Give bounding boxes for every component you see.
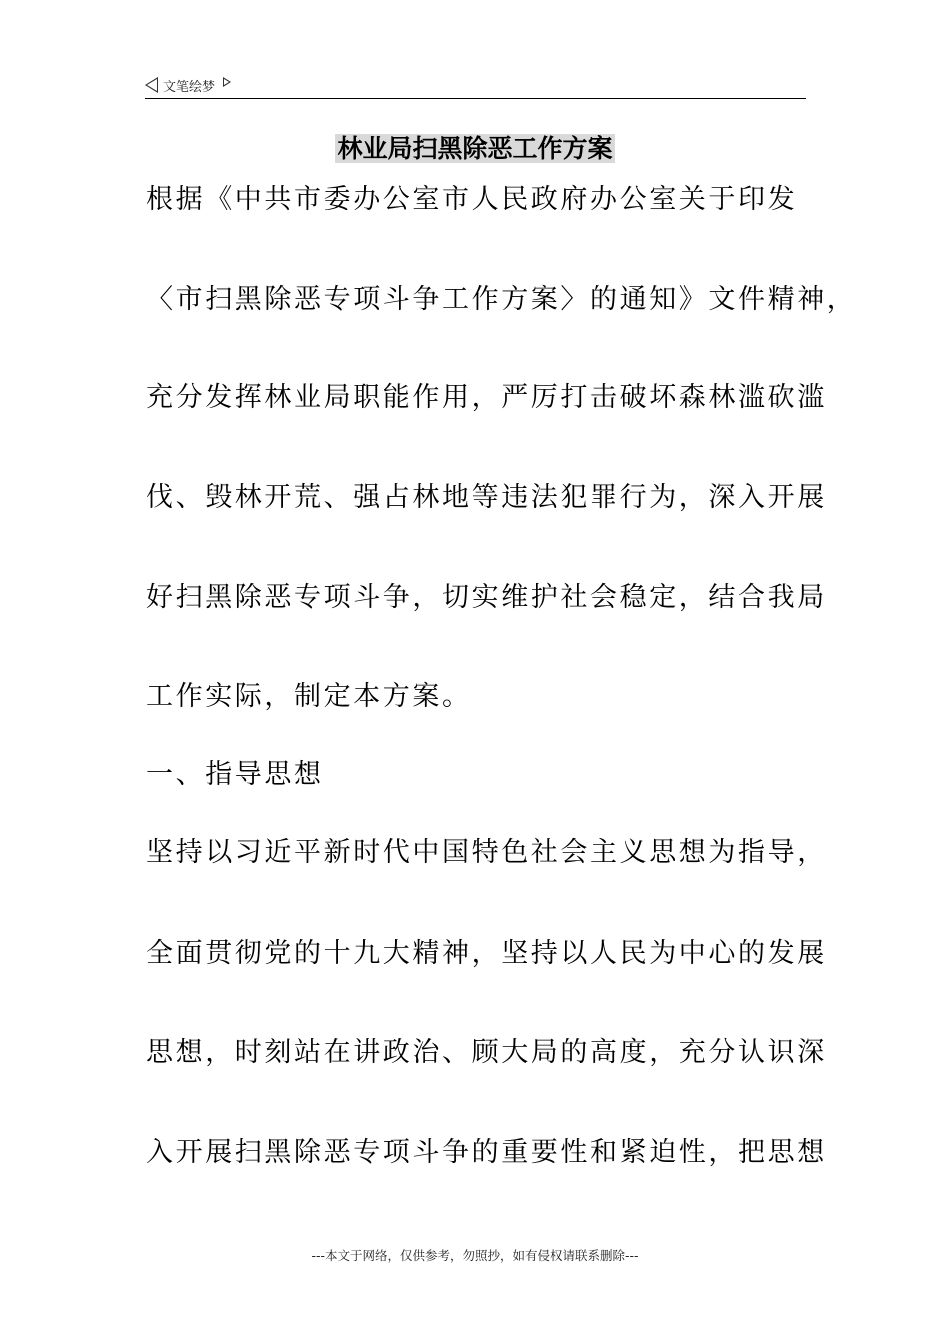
body-line-11: 入开展扫黑除恶专项斗争的重要性和紧迫性，把思想 xyxy=(146,1137,827,1168)
header-brand: 文笔绘梦 xyxy=(163,79,216,95)
section-heading: 一、指导思想 xyxy=(146,759,324,790)
body-line-8: 坚持以习近平新时代中国特色社会主义思想为指导， xyxy=(146,837,827,868)
body-line-5: 好扫黑除恶专项斗争，切实维护社会稳定，结合我局 xyxy=(146,582,827,613)
body-line-1: 根据《中共市委办公室市人民政府办公室关于印发 xyxy=(146,184,798,215)
header-divider xyxy=(145,98,806,99)
body-line-3: 充分发挥林业局职能作用，严厉打击破坏森林滥砍滥 xyxy=(146,382,827,413)
triangle-left-icon xyxy=(145,77,158,93)
triangle-right-icon xyxy=(223,77,231,87)
body-line-4: 伐、毁林开荒、强占林地等违法犯罪行为，深入开展 xyxy=(146,482,827,513)
body-line-6: 工作实际，制定本方案。 xyxy=(146,681,472,712)
page-footer-notice: ---本文于网络，仅供参考，勿照抄，如有侵权请联系删除--- xyxy=(311,1248,639,1263)
document-title: 林业局扫黑除恶工作方案 xyxy=(337,134,613,163)
body-line-9: 全面贯彻党的十九大精神，坚持以人民为中心的发展 xyxy=(146,938,827,969)
body-line-2: 〈市扫黑除恶专项斗争工作方案〉的通知》文件精神， xyxy=(146,284,857,315)
page-header xyxy=(145,74,231,96)
body-line-10: 思想，时刻站在讲政治、顾大局的高度，充分认识深 xyxy=(146,1037,827,1068)
